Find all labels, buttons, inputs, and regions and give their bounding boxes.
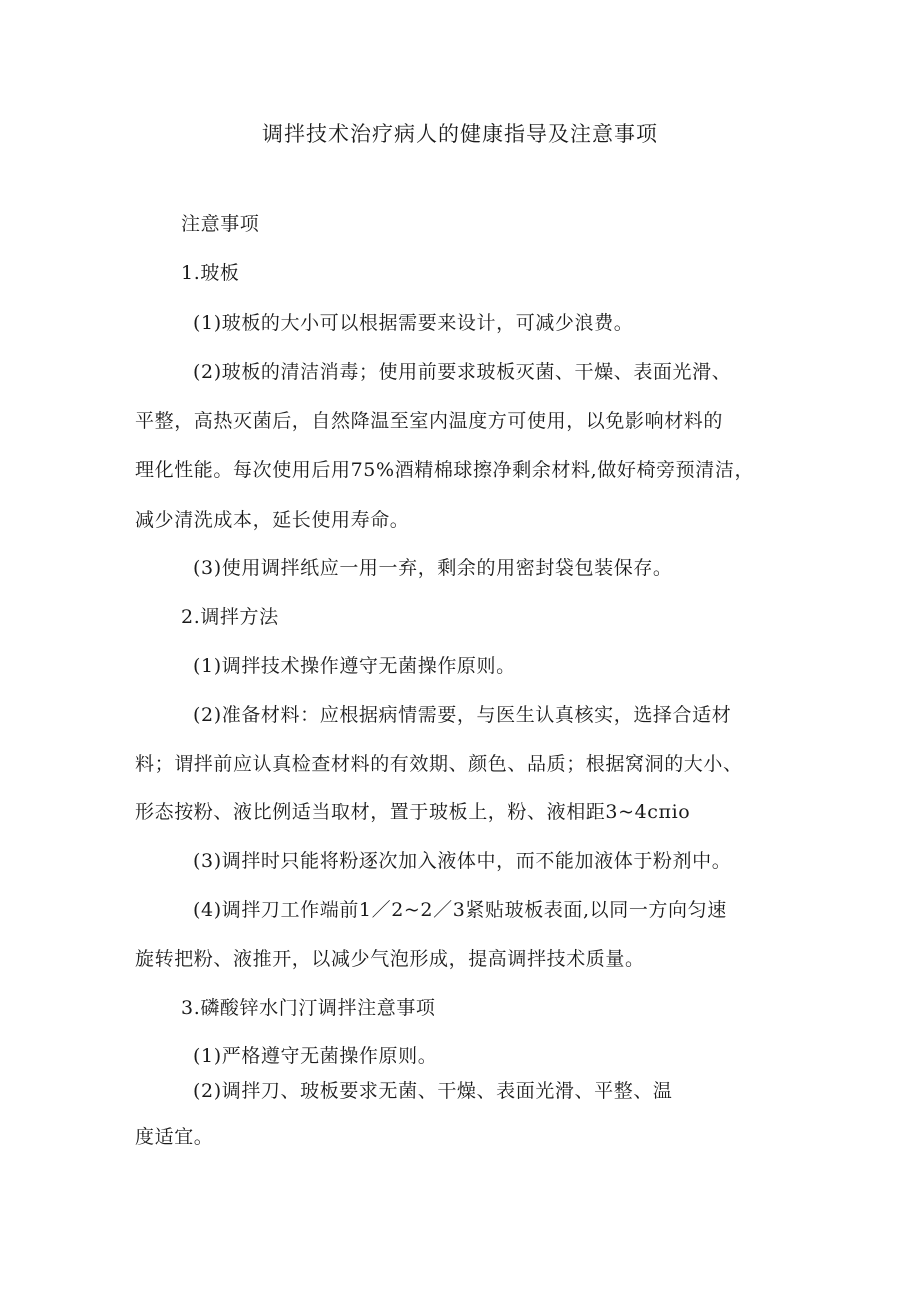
section-heading-2: 2.调拌方法: [181, 606, 279, 628]
paragraph-line: 度适宜。: [135, 1126, 214, 1148]
section-heading-3: 3.磷酸锌水门汀调拌注意事项: [181, 997, 436, 1019]
paragraph-line: (2)准备材料：应根据病情需要，与医生认真核实，选择合适材: [193, 704, 732, 726]
section-heading-notes: 注意事项: [181, 213, 260, 235]
paragraph-line: 平整，高热灭菌后，自然降温至室内温度方可使用，以免影响材料的: [135, 410, 724, 432]
paragraph-line: 形态按粉、液比例适当取材，置于玻板上，粉、液相距3~4cπio: [135, 801, 691, 823]
paragraph-line: (1)调拌技术操作遵守无菌操作原则。: [193, 655, 516, 677]
paragraph-line: 减少清洗成本，延长使用寿命。: [135, 509, 410, 531]
paragraph-line: (1)玻板的大小可以根据需要来设计，可减少浪费。: [193, 312, 634, 334]
paragraph-line: (4)调拌刀工作端前1／2~2／3紧贴玻板表面,以同一方向匀速: [193, 899, 727, 921]
paragraph-line: (3)调拌时只能将粉逐次加入液体中，而不能加液体于粉剂中。: [193, 850, 732, 872]
section-heading-1: 1.玻板: [181, 262, 240, 284]
document-title: 调拌技术治疗病人的健康指导及注意事项: [262, 122, 658, 146]
paragraph-line: (2)玻板的清洁消毒；使用前要求玻板灭菌、干燥、表面光滑、: [193, 361, 732, 383]
paragraph-line: 料；谓拌前应认真检查材料的有效期、颜色、品质；根据窝洞的大小、: [135, 753, 743, 775]
paragraph-line: (3)使用调拌纸应一用一弃，剩余的用密封袋包装保存。: [193, 557, 673, 579]
paragraph-line: (1)严格遵守无菌操作原则。: [193, 1045, 438, 1067]
paragraph-line: 理化性能。每次使用后用75%酒精棉球擦净剩余材料,做好椅旁预清洁，: [135, 459, 755, 481]
paragraph-line: (2)调拌刀、玻板要求无菌、干燥、表面光滑、平整、温: [193, 1080, 673, 1102]
paragraph-line: 旋转把粉、液推开，以减少气泡形成，提高调拌技术质量。: [135, 948, 645, 970]
